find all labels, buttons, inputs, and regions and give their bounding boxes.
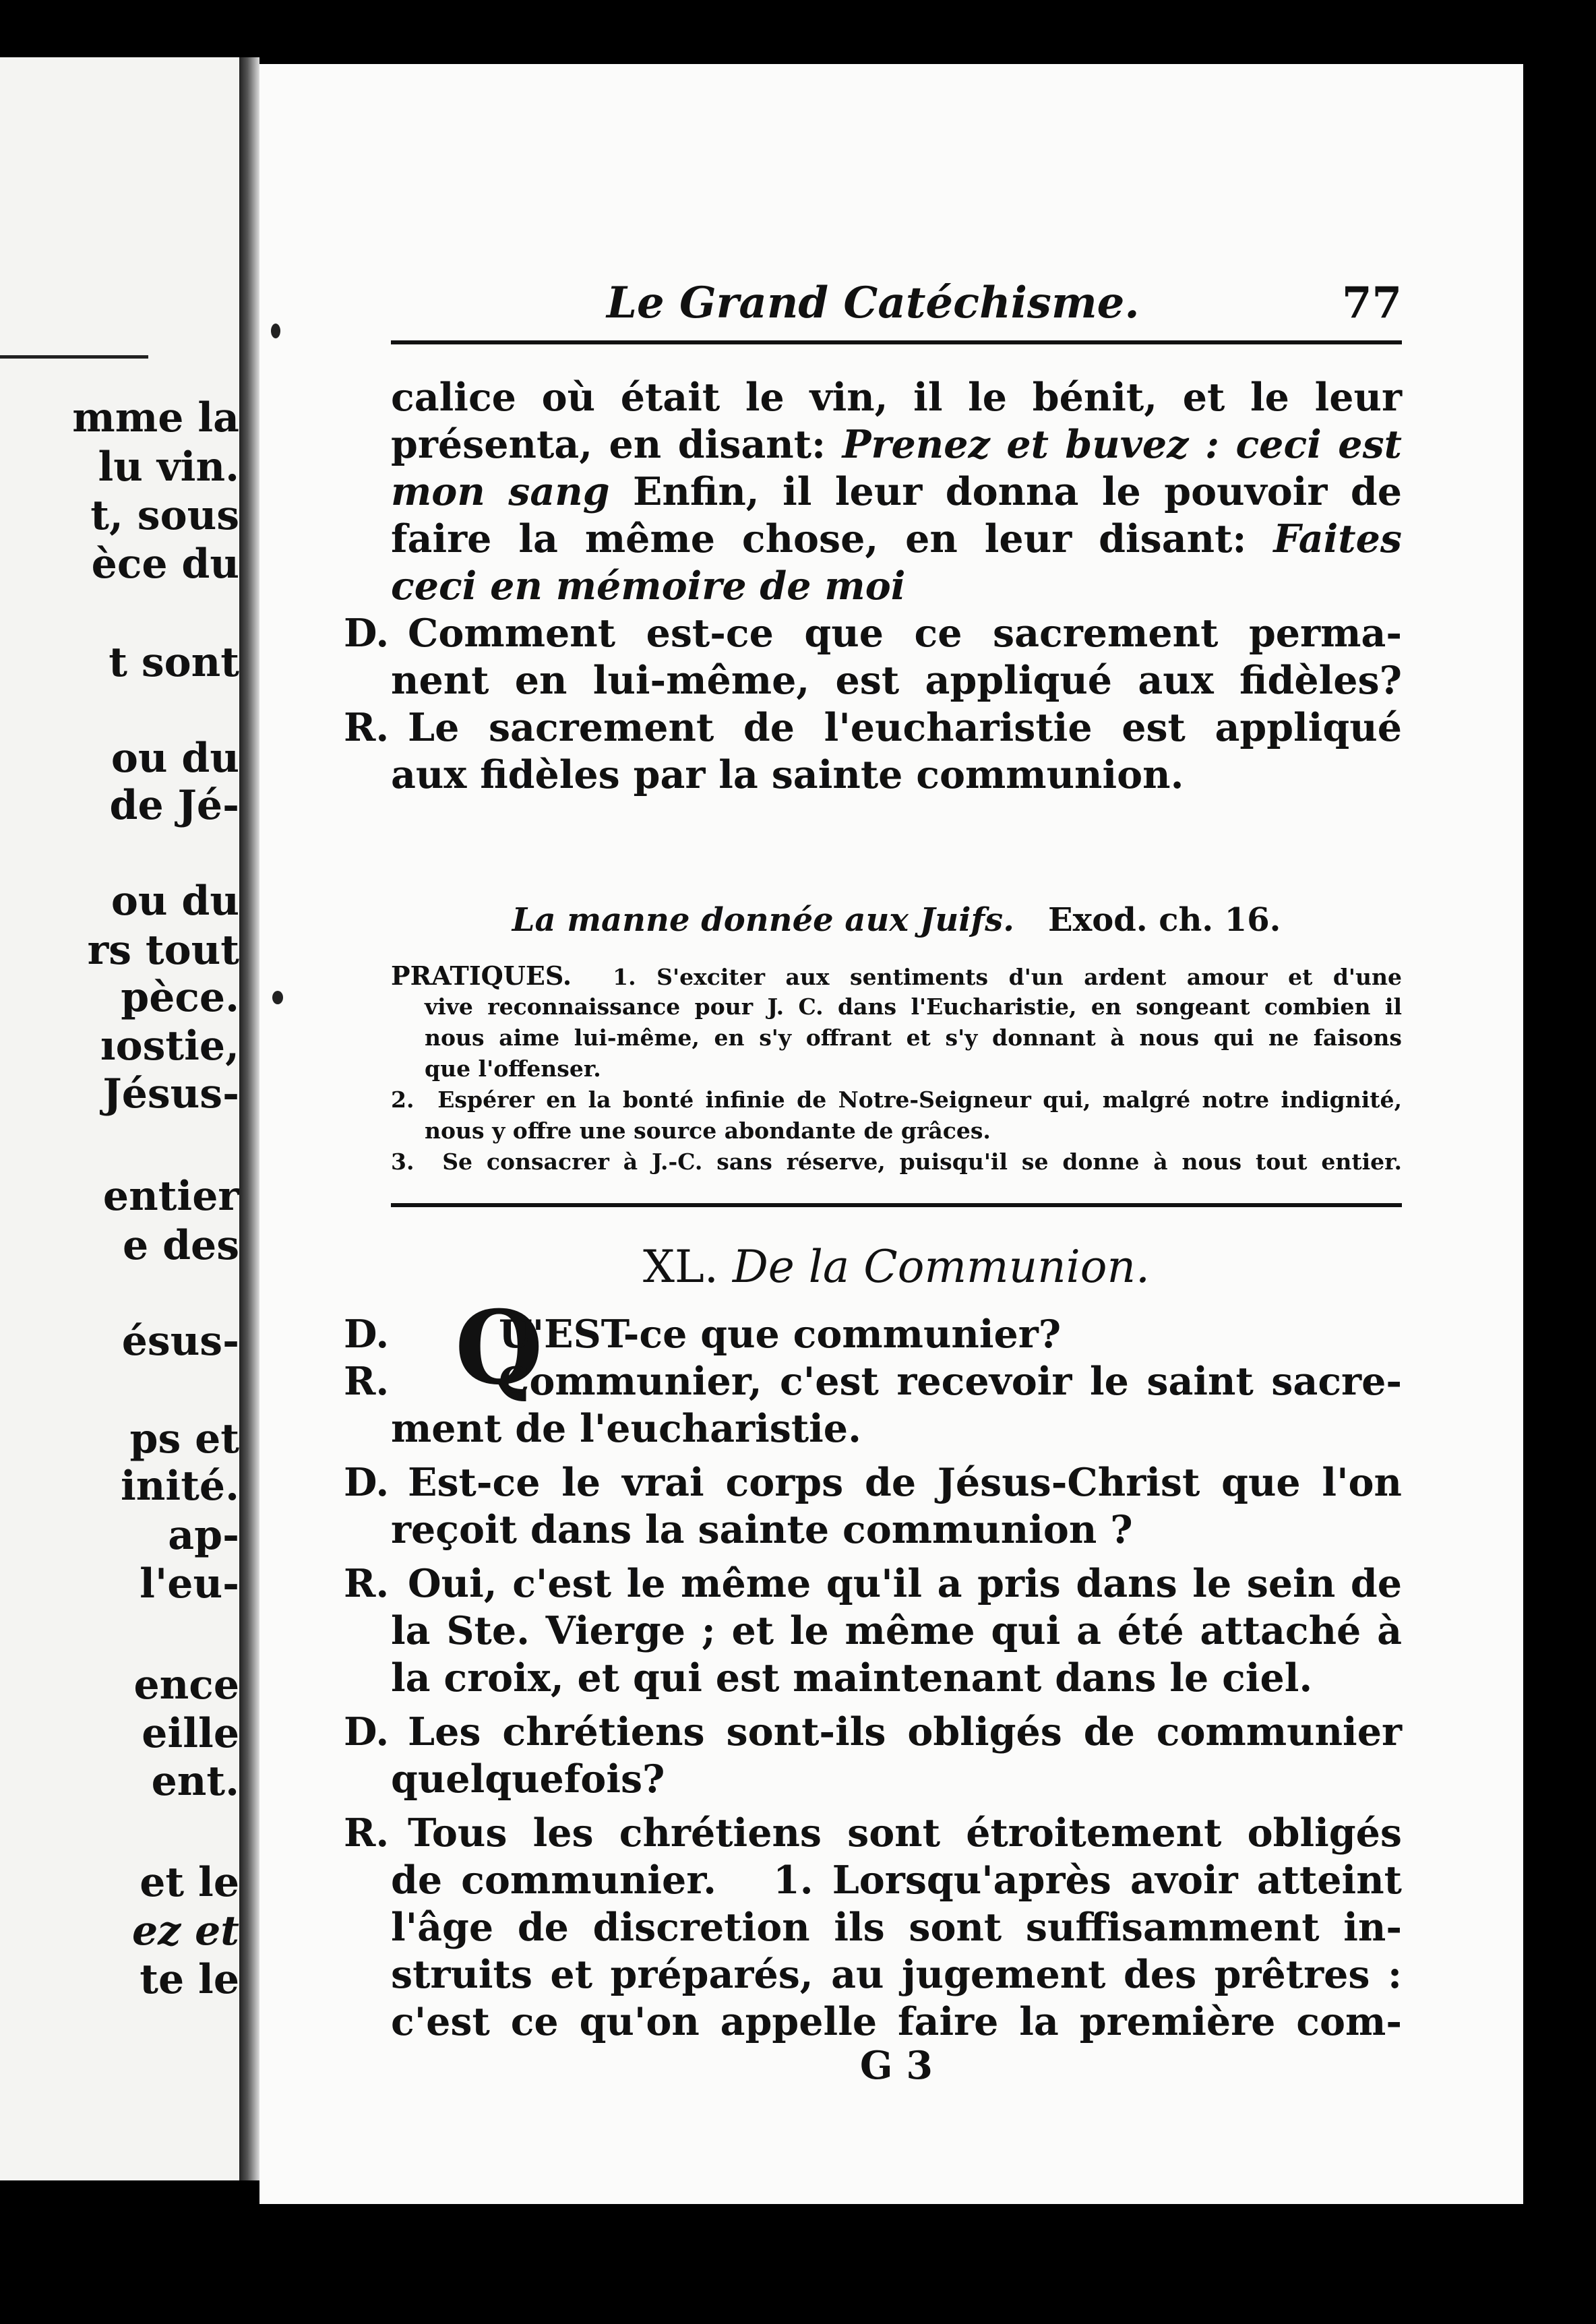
book-gutter bbox=[239, 57, 259, 2180]
left-page-fragment: ıostie, bbox=[100, 1022, 239, 1070]
text-line: calice où était le vin, il le bénit, et le leur bbox=[391, 375, 1402, 420]
left-page-fragment: lu vin. bbox=[98, 444, 239, 491]
question-line: D. U'EST-ce que communier? bbox=[344, 1312, 1062, 1357]
answer-line: R. Oui, c'est le même qu'il a pris dans le sein de bbox=[344, 1561, 1402, 1606]
left-page-fragment: rs tout bbox=[87, 927, 239, 974]
question-line: D. Est-ce le vrai corps de Jésus-Christ que l'on bbox=[344, 1460, 1402, 1505]
text-line: présenta, en disant: Prenez et buvez : ceci est bbox=[391, 422, 1402, 467]
text-line: aux fidèles par la sainte communion. bbox=[391, 752, 1184, 797]
left-page bbox=[0, 57, 239, 2180]
left-page-fragment: ent. bbox=[151, 1758, 239, 1805]
text-line: ment de l'eucharistie. bbox=[391, 1406, 861, 1451]
text-line: reçoit dans la sainte communion ? bbox=[391, 1507, 1133, 1552]
left-page-fragment: ence bbox=[133, 1661, 239, 1709]
pratiques-line: vive reconnaissance pour J. C. dans l'Eucharistie, en songeant combien il bbox=[425, 993, 1402, 1020]
text-line: l'âge de discretion ils sont suffisamment in- bbox=[391, 1905, 1402, 1950]
left-page-fragment: e des bbox=[123, 1222, 239, 1269]
pratiques-line: PRATIQUES. 1. S'exciter aux sentiments d'un ardent amour et d'une bbox=[391, 960, 1402, 991]
left-page-fragment: et le bbox=[140, 1859, 239, 1906]
section-heading: XL. De la Communion. bbox=[643, 1241, 1150, 1293]
left-page-fragment: ez et bbox=[131, 1907, 239, 1955]
ink-speck bbox=[272, 991, 283, 1004]
left-page-fragment: ap- bbox=[168, 1512, 239, 1559]
text-line: quelquefois? bbox=[391, 1756, 665, 1802]
left-page-fragment: pèce. bbox=[121, 974, 239, 1021]
left-page-fragment: ps et bbox=[129, 1415, 239, 1463]
left-page-fragment: de Jé- bbox=[109, 782, 239, 829]
right-page bbox=[259, 64, 1523, 2204]
text-line: c'est ce qu'on appelle faire la première com- bbox=[391, 1999, 1402, 2044]
left-page-fragment: t sont bbox=[109, 639, 239, 686]
left-page-rule bbox=[0, 355, 148, 359]
pratiques-line: nous aime lui-même, en s'y offrant et s'y donnant à nous qui ne faisons bbox=[425, 1025, 1402, 1051]
answer-line: R. Tous les chrétiens sont étroitement obligés bbox=[344, 1810, 1402, 1856]
ink-speck bbox=[271, 324, 280, 338]
header-rule bbox=[391, 340, 1402, 344]
page-number: 77 bbox=[1341, 278, 1402, 328]
answer-line: R. Communier, c'est recevoir le saint sacre- bbox=[344, 1359, 1402, 1404]
left-page-fragment: ou du bbox=[111, 878, 239, 925]
pratiques-line: nous y offre une source abondante de grâces. bbox=[425, 1118, 991, 1144]
drop-cap: Q bbox=[455, 1289, 543, 1407]
text-line: de communier. 1. Lorsqu'après avoir atteint bbox=[391, 1858, 1402, 1903]
left-page-fragment: Jésus- bbox=[102, 1070, 239, 1118]
left-page-fragment: t, sous bbox=[90, 492, 239, 539]
question-line: D. Les chrétiens sont-ils obligés de communier bbox=[344, 1709, 1402, 1754]
left-page-fragment: entier bbox=[102, 1173, 239, 1220]
signature-mark: G 3 bbox=[859, 2043, 933, 2088]
text-line: faire la même chose, en leur disant: Faites bbox=[391, 516, 1402, 561]
text-line: struits et préparés, au jugement des prêtres : bbox=[391, 1952, 1402, 1997]
text-line: ceci en mémoire de moi bbox=[391, 563, 906, 609]
left-page-fragment: eille bbox=[142, 1710, 239, 1757]
text-line: mon sang Enfin, il leur donna le pouvoir de bbox=[391, 469, 1402, 514]
answer-line: R. Le sacrement de l'eucharistie est appliqué bbox=[344, 705, 1402, 750]
left-page-fragment: inité. bbox=[121, 1463, 239, 1510]
running-title: Le Grand Catéchisme. bbox=[607, 278, 1140, 328]
left-page-fragment: te le bbox=[140, 1956, 239, 2003]
text-line: nent en lui-même, est appliqué aux fidèles? bbox=[391, 658, 1402, 703]
section-rule bbox=[391, 1203, 1402, 1207]
question-line: D. Comment est-ce que ce sacrement perma- bbox=[344, 611, 1402, 656]
left-page-fragment: l'eu- bbox=[140, 1560, 239, 1608]
running-head bbox=[391, 266, 1402, 340]
left-page-fragment: èce du bbox=[91, 541, 239, 588]
text-line: la croix, et qui est maintenant dans le ciel. bbox=[391, 1655, 1313, 1701]
left-page-fragment: mme la bbox=[72, 394, 239, 441]
left-page-fragment: ou du bbox=[111, 735, 239, 782]
pratiques-line: que l'offenser. bbox=[425, 1056, 601, 1082]
illustration-caption: La manne donnée aux Juifs. Exod. ch. 16. bbox=[512, 901, 1281, 939]
left-page-fragment: ésus- bbox=[121, 1318, 239, 1365]
pratiques-line: 2. Espérer en la bonté infinie de Notre-Seigneur qui, malgré notre indignité, bbox=[391, 1087, 1402, 1113]
text-line: la Ste. Vierge ; et le même qui a été attaché à bbox=[391, 1608, 1402, 1653]
pratiques-line: 3. Se consacrer à J.-C. sans réserve, puisqu'il se donne à nous tout entier. bbox=[391, 1149, 1402, 1175]
